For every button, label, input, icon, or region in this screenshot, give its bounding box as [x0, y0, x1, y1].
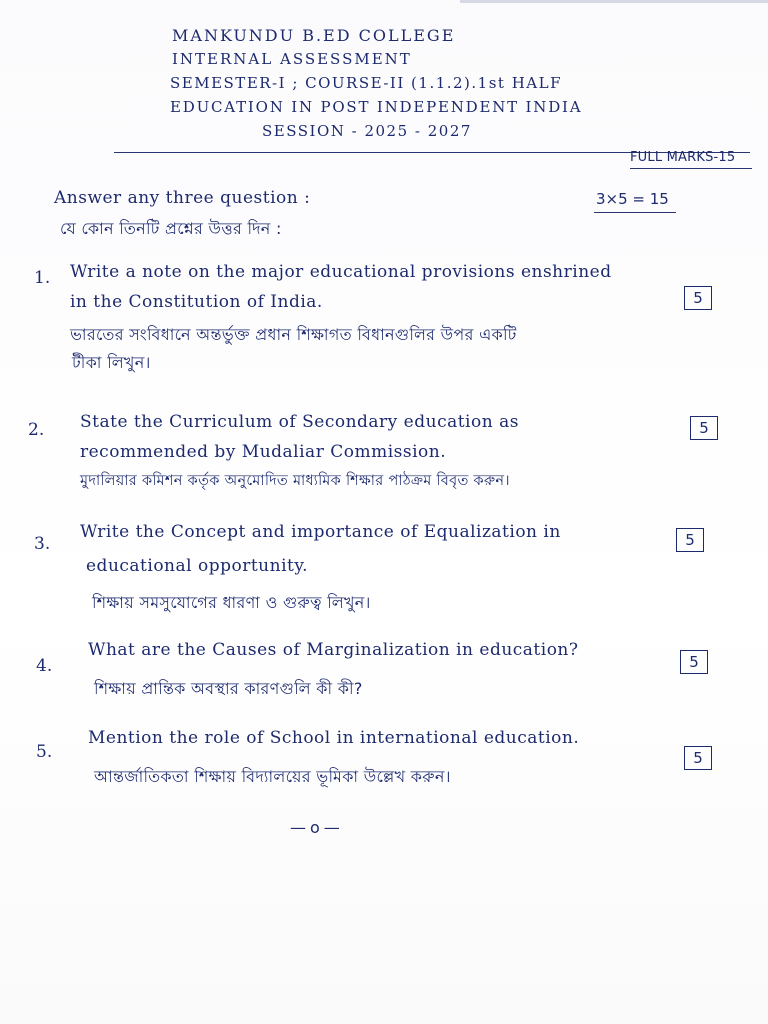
question-text-bengali: মুদালিয়ার কমিশন কর্তৃক অনুমোদিত মাধ্যমিক শিক্ষার পাঠক্রম বিবৃত করুন।	[80, 473, 510, 489]
page-edge	[460, 0, 768, 3]
subject-title: EDUCATION IN POST INDEPENDENT INDIA	[170, 98, 583, 116]
question-text-english: Write a note on the major educational provisions enshrined	[70, 262, 612, 282]
marks-formula-underline	[594, 212, 676, 213]
question-text-bengali: শিক্ষায় প্রান্তিক অবস্থার কারণগুলি কী কী?	[94, 679, 363, 698]
question-text-bengali: ভারতের সংবিধানে অন্তর্ভুক্ত প্রধান শিক্ষাগত বিধানগুলির উপর একটি	[70, 325, 517, 344]
marks-box: 5	[680, 650, 708, 674]
marks-box: 5	[684, 746, 712, 770]
question-number: 3.	[34, 534, 51, 554]
marks-box: 5	[690, 416, 718, 440]
instruction-english: Answer any three question :	[54, 188, 311, 208]
full-marks: FULL MARKS-15	[630, 150, 736, 165]
question-number: 2.	[28, 420, 45, 440]
marks-box: 5	[676, 528, 704, 552]
question-text-english: Mention the role of School in international education.	[88, 728, 580, 748]
instruction-bengali: যে কোন তিনটি প্রশ্নের উত্তর দিন :	[60, 219, 282, 238]
end-of-paper-mark: —o—	[290, 818, 344, 837]
question-text-english: recommended by Mudaliar Commission.	[80, 442, 447, 462]
question-number: 1.	[34, 268, 51, 288]
question-text-bengali: আন্তর্জাতিকতা শিক্ষায় বিদ্যালয়ের ভূমিকা উল্লেখ করুন।	[94, 767, 451, 786]
question-number: 4.	[36, 656, 53, 676]
question-text-bengali: শিক্ষায় সমসুযোগের ধারণা ও গুরুত্ব লিখুন।	[92, 593, 371, 612]
question-text-english: What are the Causes of Marginalization in education?	[88, 640, 579, 660]
question-number: 5.	[36, 742, 53, 762]
semester-line: SEMESTER-I ; COURSE-II (1.1.2).1st HALF	[170, 74, 563, 92]
marks-box: 5	[684, 286, 712, 310]
assessment-title: INTERNAL ASSESSMENT	[172, 50, 412, 68]
question-text-english: in the Constitution of India.	[70, 292, 323, 312]
marks-formula: 3×5 = 15	[596, 190, 669, 208]
question-text-english: Write the Concept and importance of Equalization in	[80, 522, 561, 542]
question-text-english: State the Curriculum of Secondary education as	[80, 412, 519, 432]
full-marks-underline	[630, 168, 752, 169]
college-name: MANKUNDU B.ED COLLEGE	[172, 26, 456, 45]
question-text-bengali: টীকা লিখুন।	[72, 353, 151, 372]
question-text-english: educational opportunity.	[86, 556, 309, 576]
session-line: SESSION - 2025 - 2027	[262, 122, 472, 140]
